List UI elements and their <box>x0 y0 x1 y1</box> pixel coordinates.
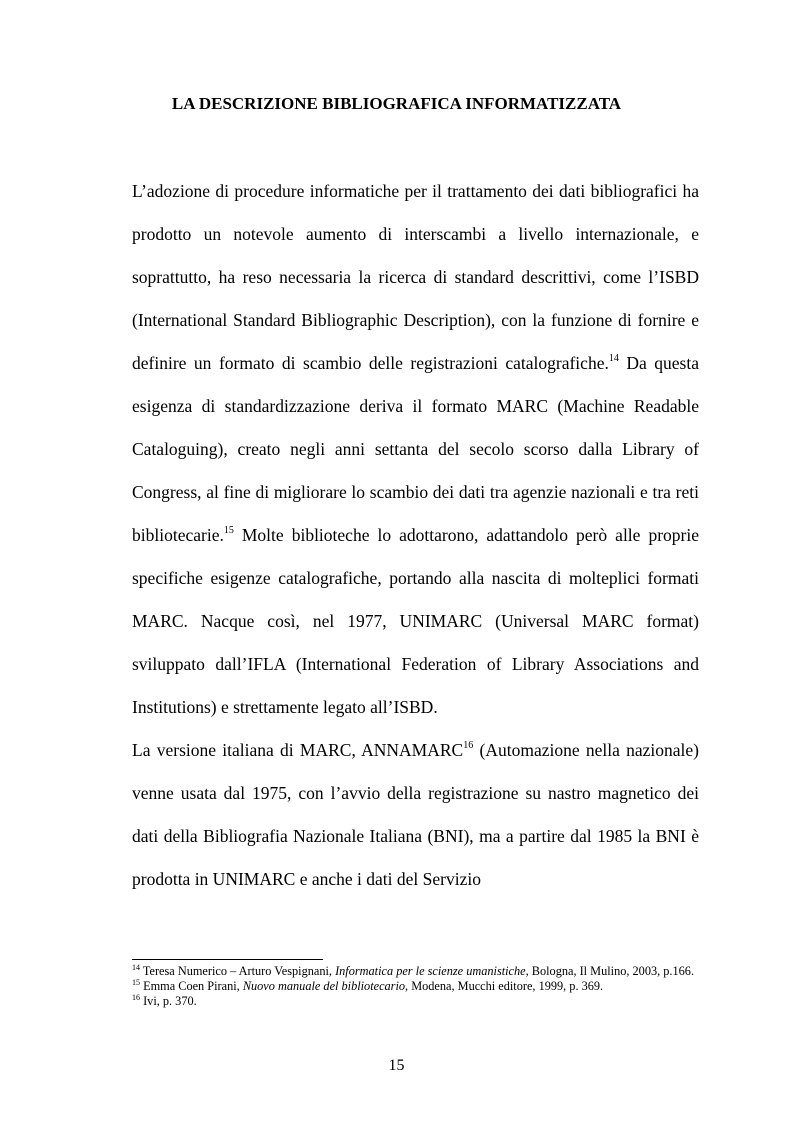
paragraph-1-text-b: Da questa esigenza di standardizzazione deriva il formato MARC (Machine Readable Cataloguing), creato negli anni settanta del secolo scorso dalla Library of Congress, al fine di migliorare lo scambio dei dati tra agenzie nazionali e tra reti bibliotecarie. <box>132 353 699 545</box>
footnote-ref-14: 14 <box>608 353 619 365</box>
footnote-text: Ivi, p. 370. <box>140 994 197 1008</box>
footnote-number: 15 <box>132 977 140 987</box>
footnote-number: 14 <box>132 962 140 972</box>
paragraph-1-text-c: Molte biblioteche lo adottarono, adattandolo però alle proprie specifiche esigenze catalografiche, portando alla nascita di molteplici formati MARC. Nacque così, nel 1977, UNIMARC (Universal MARC format) sviluppato dall’IFLA (International Federation of Library Associations and Institutions) e strettamente legato all’ISBD. <box>132 525 699 717</box>
paragraph-2-text-b: (Automazione nella nazionale) venne usata dal 1975, con l’avvio della registrazione su nastro magnetico dei dati della Bibliografia Nazionale Italiana (BNI), ma a partire dal 1985 la BNI è prodotta in UNIMARC e anche i dati del Servizio <box>132 740 700 889</box>
footnote-text: , Modena, Mucchi editore, 1999, p. 369. <box>405 979 604 993</box>
footnote-ref-16: 16 <box>463 740 474 752</box>
footnote-ref-15: 15 <box>223 525 234 537</box>
page-number: 15 <box>388 1057 405 1074</box>
footnote-15 <box>132 979 699 994</box>
footnote-divider <box>132 959 323 960</box>
footnote-text: Teresa Numerico – Arturo Vespignani, <box>140 964 336 978</box>
paragraph-1-text-a: L’adozione di procedure informatiche per il trattamento dei dati bibliografici ha prodotto un notevole aumento di interscambi a livello internazionale, e soprattutto, ha reso necessaria la ricerca di standard descrittivi, come l’ISBD (International Standard Bibliographic Description), con la funzione di fornire e definire un formato di scambio delle registrazioni catalografiche. <box>132 181 699 373</box>
footnote-book-title: Informatica per le scienze umanistiche <box>335 964 526 978</box>
paragraph-2-text-a: La versione italiana di MARC, ANNAMARC <box>132 740 464 760</box>
footnote-text: Emma Coen Pirani, <box>140 979 243 993</box>
footnote-book-title: Nuovo manuale del bibliotecario <box>242 979 406 993</box>
footnotes <box>132 964 699 1009</box>
footnote-number: 16 <box>132 992 140 1002</box>
page-title: LA DESCRIZIONE BIBLIOGRAFICA INFORMATIZZATA <box>171 94 622 113</box>
paragraph-1 <box>132 170 699 729</box>
footnote-16 <box>132 994 699 1009</box>
footnote-text: , Bologna, Il Mulino, 2003, p.166. <box>525 964 695 978</box>
body-text <box>132 170 699 901</box>
paragraph-2 <box>132 729 699 901</box>
footnote-14 <box>132 964 699 979</box>
